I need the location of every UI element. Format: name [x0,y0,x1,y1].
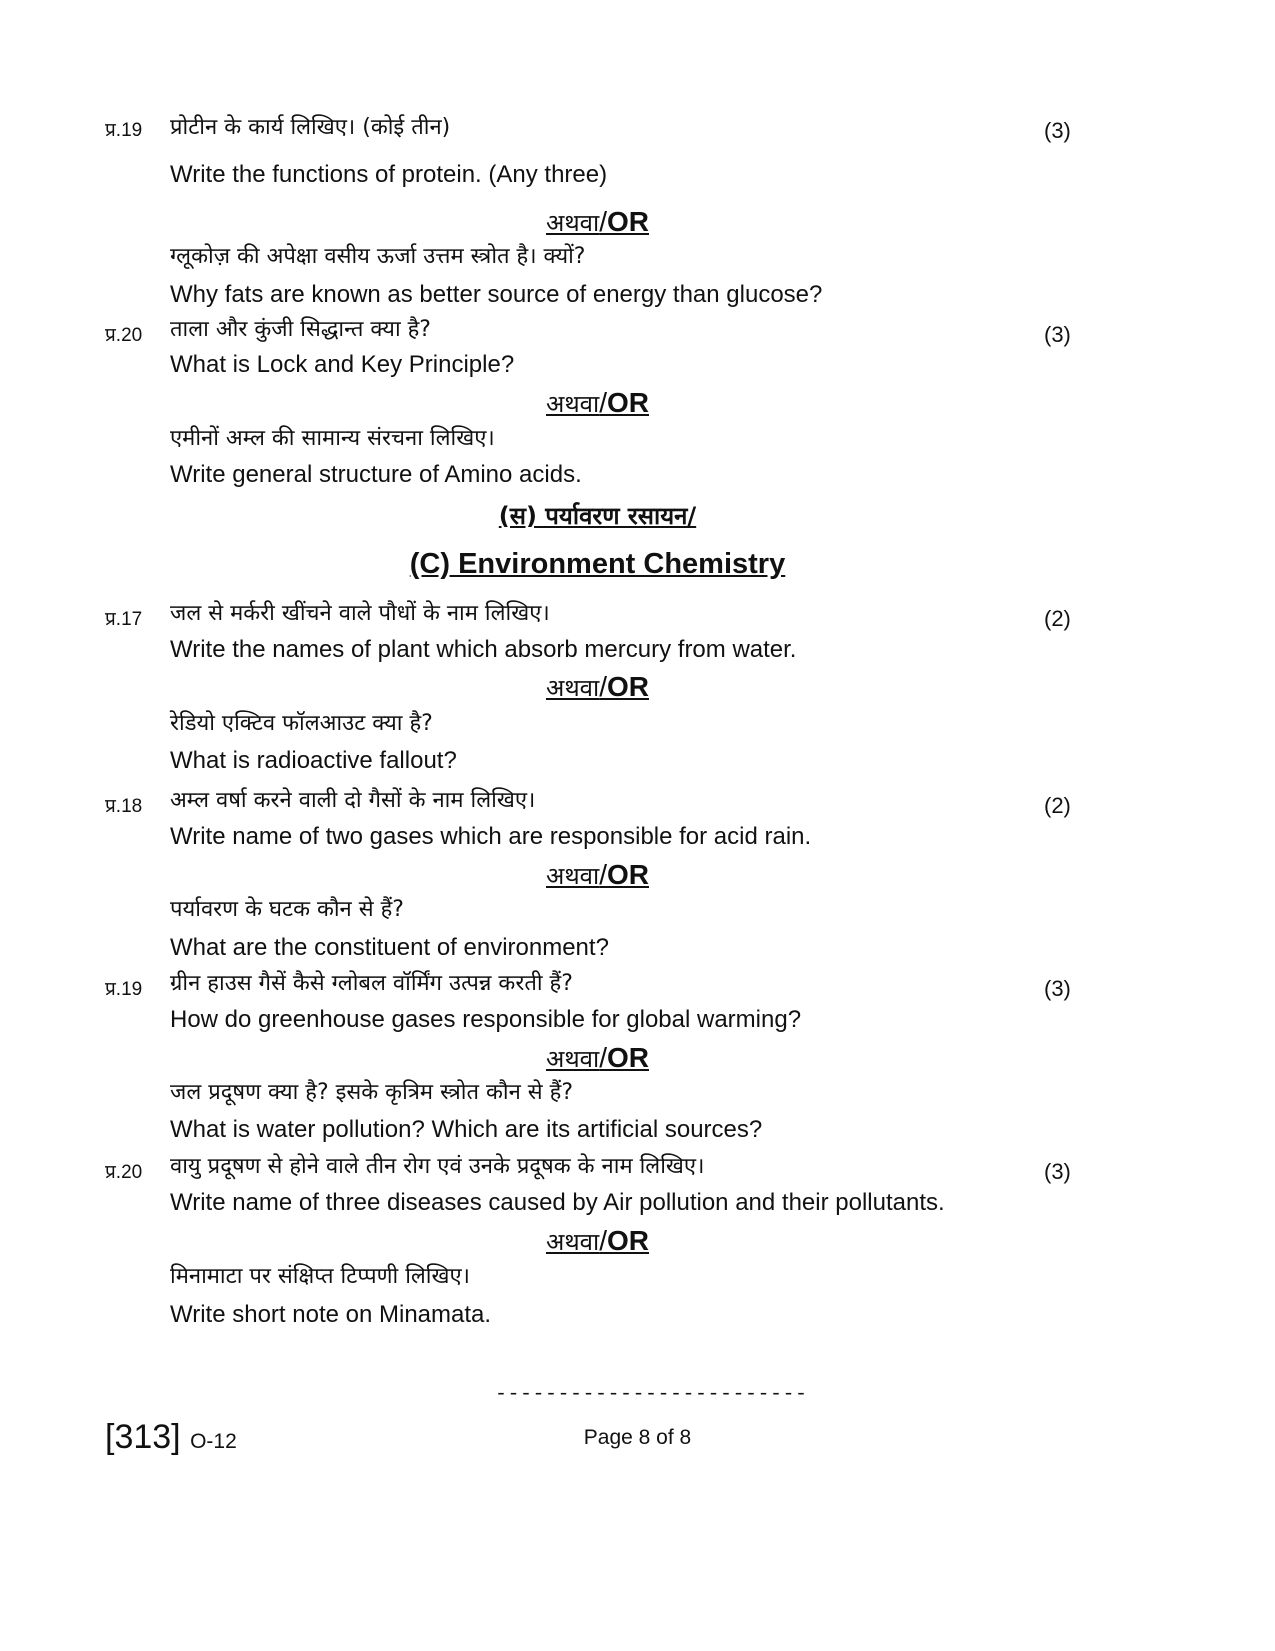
alternative-text-english: Write short note on Minamata. [170,1301,492,1328]
question-text-hindi: वायु प्रदूषण से होने वाले तीन रोग एवं उनके प्रदूषक के नाम लिखिए। [170,1154,705,1179]
section-title-hindi: (स) पर्यावरण रसायन/ [498,502,697,530]
question-text-english: Write the names of plant which absorb mercury from water. [170,636,797,663]
or-divider: अथवा/OR [545,859,649,890]
question-marks: (3) [1044,1159,1071,1184]
question-number: प्र.17 [105,609,143,630]
section-title-english: (C) Environment Chemistry [409,548,786,580]
alternative-text-english: Write general structure of Amino acids. [170,461,582,488]
set-code: O-12 [190,1430,237,1453]
question-number: प्र.19 [105,120,143,141]
question-text-hindi: अम्ल वर्षा करने वाली दो गैसों के नाम लिखिए। [170,788,536,813]
alternative-text-hindi: मिनामाटा पर संक्षिप्त टिप्पणी लिखिए। [170,1264,471,1289]
question-text-hindi: ग्रीन हाउस गैसें कैसे ग्लोबल वॉर्मिंग उत्पन्न करती हैं? [170,971,573,996]
question-number: प्र.19 [105,979,143,1000]
alternative-text-english: Why fats are known as better source of energy than glucose? [170,281,823,308]
alternative-text-hindi: ग्लूकोज़ की अपेक्षा वसीय ऊर्जा उत्तम स्त्रोत है। क्यों? [170,244,586,269]
alternative-text-english: What is water pollution? Which are its artificial sources? [170,1116,763,1143]
or-divider: अथवा/OR [545,1225,649,1256]
or-divider: अथवा/OR [545,387,649,418]
question-text-hindi: जल से मर्करी खींचने वाले पौधों के नाम लिखिए। [170,601,550,626]
or-divider: अथवा/OR [545,1042,649,1073]
paper-code-number: [313] [105,1418,181,1456]
question-text-english: How do greenhouse gases responsible for global warming? [170,1006,802,1033]
alternative-text-hindi: जल प्रदूषण क्या है? इसके कृत्रिम स्त्रोत कौन से हैं? [170,1080,574,1105]
or-divider: अथवा/OR [545,206,649,237]
alternative-text-hindi: पर्यावरण के घटक कौन से हैं? [170,897,404,922]
question-marks: (3) [1044,976,1071,1001]
question-marks: (2) [1044,606,1071,631]
question-text-english: Write name of two gases which are responsible for acid rain. [170,823,812,850]
alternative-text-hindi: एमीनों अम्ल की सामान्य संरचना लिखिए। [170,426,495,451]
end-of-paper-marker: ------------------------- [495,1383,808,1406]
question-text-english: What is Lock and Key Principle? [170,351,515,378]
question-number: प्र.18 [105,796,143,817]
question-number: प्र.20 [105,1162,143,1183]
question-number: प्र.20 [105,325,143,346]
alternative-text-english: What is radioactive fallout? [170,747,457,774]
alternative-text-english: What are the constituent of environment? [170,934,609,961]
question-text-english: Write name of three diseases caused by Air pollution and their pollutants. [170,1189,945,1216]
or-divider: अथवा/OR [545,671,649,702]
question-marks: (3) [1044,322,1071,347]
question-marks: (2) [1044,793,1071,818]
question-marks: (3) [1044,118,1071,143]
question-text-hindi: ताला और कुंजी सिद्धान्त क्या है? [170,317,431,342]
question-text-hindi: प्रोटीन के कार्य लिखिए। (कोई तीन) [170,115,451,140]
page-number: Page 8 of 8 [583,1426,692,1449]
question-text-english: Write the functions of protein. (Any three) [170,161,608,188]
alternative-text-hindi: रेडियो एक्टिव फॉलआउट क्या है? [170,711,433,736]
